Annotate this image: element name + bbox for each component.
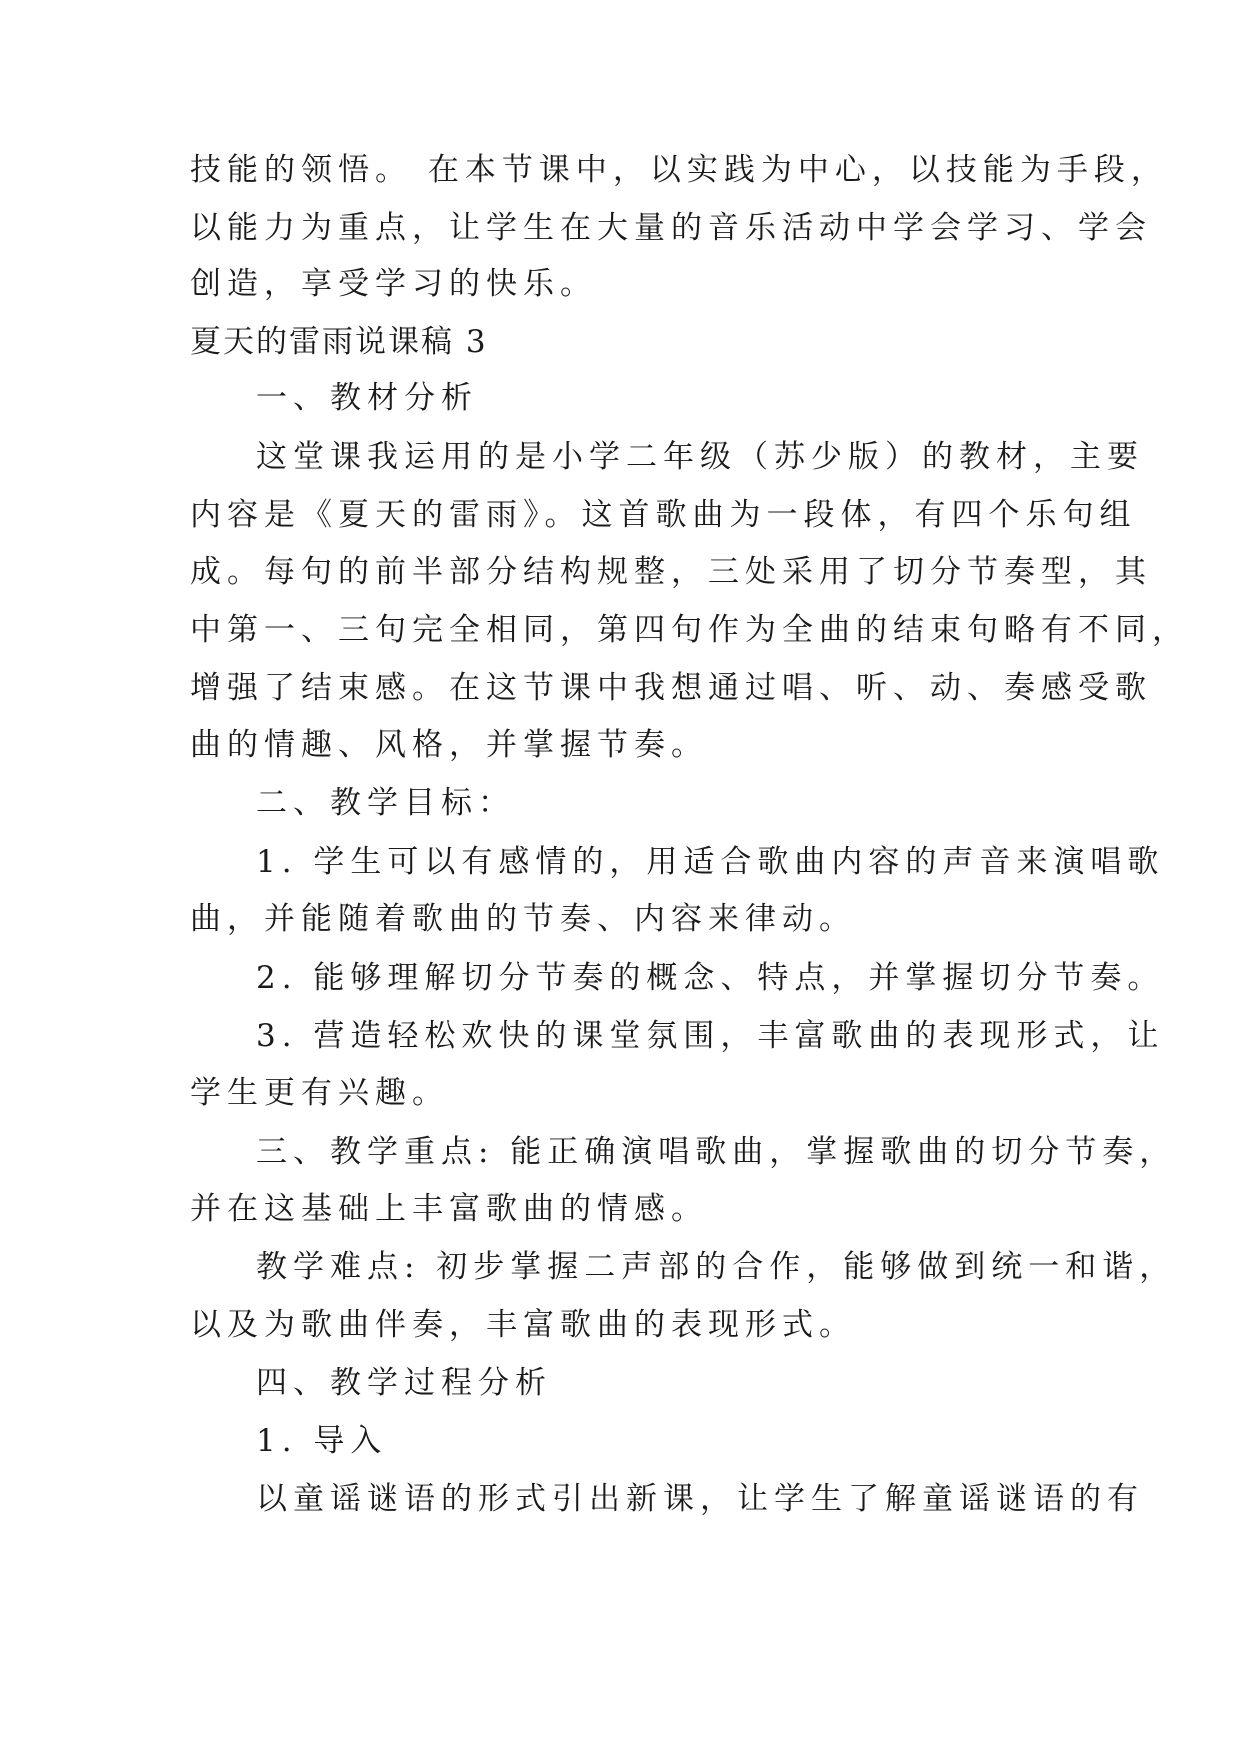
- text-line: 以能力为重点，让学生在大量的音乐活动中学会学习、学会: [190, 210, 1152, 246]
- text-line: 并在这基础上丰富歌曲的情感。: [190, 1191, 708, 1227]
- list-item: 2. 能够理解切分节奏的概念、特点，并掌握切分节奏。: [256, 960, 1165, 996]
- text-line: 内容是《夏天的雷雨》。这首歌曲为一段体，有四个乐句组: [190, 497, 1137, 533]
- text-line: 学生更有兴趣。: [190, 1075, 449, 1111]
- text-line: 创造，享受学习的快乐。: [190, 266, 597, 302]
- section-heading: 三、教学重点: 能正确演唱歌曲，掌握歌曲的切分节奏，: [256, 1134, 1177, 1170]
- text-line: 教学难点: 初步掌握二声部的合作，能够做到统一和谐，: [256, 1249, 1177, 1285]
- text-line: 曲，并能随着歌曲的节奏、内容来律动。: [190, 901, 856, 937]
- text-line: 技能的领悟。 在本节课中，以实践为中心，以技能为手段，: [190, 152, 1168, 188]
- section-title: 夏天的雷雨说课稿 3: [190, 324, 488, 360]
- list-item: 1. 导入: [256, 1423, 388, 1459]
- list-item: 3. 营造轻松欢快的课堂氛围，丰富歌曲的表现形式，让: [256, 1018, 1165, 1054]
- section-heading: 四、教学过程分析: [256, 1365, 552, 1401]
- text-line: 曲的情趣、风格，并掌握节奏。: [190, 727, 708, 763]
- text-line: 这堂课我运用的是小学二年级（苏少版）的教材，主要: [256, 439, 1144, 475]
- text-line: 增强了结束感。在这节课中我想通过唱、听、动、奏感受歌: [190, 670, 1152, 706]
- list-item: 1. 学生可以有感情的，用适合歌曲内容的声音来演唱歌: [256, 844, 1165, 880]
- section-heading: 二、教学目标：: [256, 785, 515, 821]
- section-heading: 一、教材分析: [256, 380, 478, 416]
- text-line: 成。每句的前半部分结构规整，三处采用了切分节奏型，其: [190, 554, 1152, 590]
- text-line: 中第一、三句完全相同，第四句作为全曲的结束句略有不同，: [190, 612, 1189, 648]
- text-line: 以童谣谜语的形式引出新课，让学生了解童谣谜语的有: [256, 1481, 1144, 1517]
- text-line: 以及为歌曲伴奏，丰富歌曲的表现形式。: [190, 1307, 856, 1343]
